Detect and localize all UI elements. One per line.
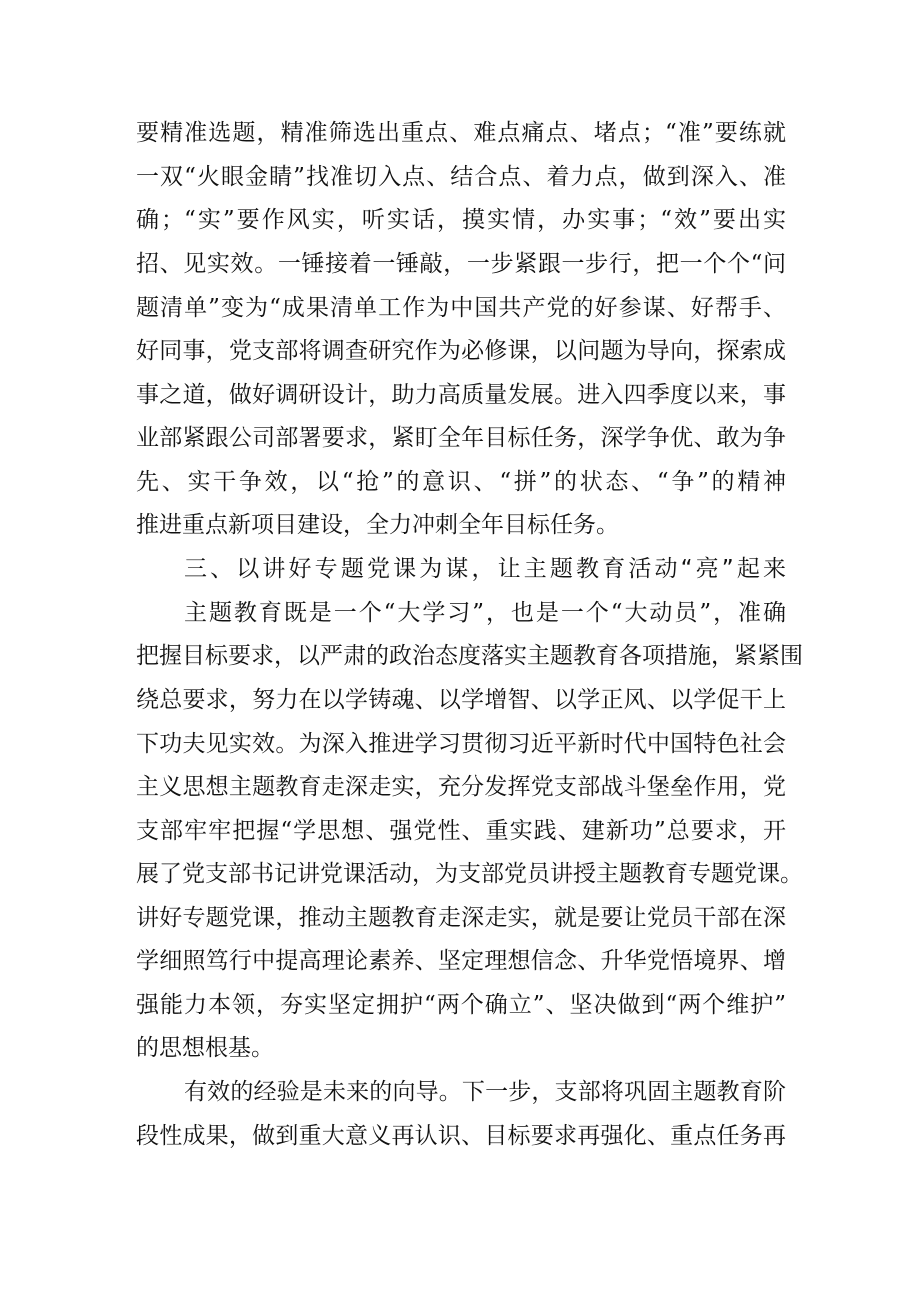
paragraph-1-line-1: 要精准选题，精准筛选出重点、难点痛点、堵点；“准”要练就 [136,120,786,146]
paragraph-2-line-6: 支部牢牢把握“学思想、强党性、重实践、建新功”总要求，开 [136,818,786,844]
paragraph-3-line-2: 段性成果，做到重大意义再认识、目标要求再强化、重点任务再 [136,1123,786,1149]
paragraph-2-line-10: 强能力本领，夯实坚定拥护“两个确立”、坚决做到“两个维护” [136,992,786,1018]
paragraph-3-line-1: 有效的经验是未来的向导。下一步，支部将巩固主题教育阶 [184,1079,786,1105]
paragraph-1-line-4: 招、见实效。一锤接着一锤敲，一步紧跟一步行，把一个个“问 [136,251,786,277]
paragraph-2-line-5: 主义思想主题教育走深走实，充分发挥党支部战斗堡垒作用，党 [136,774,786,800]
paragraph-2-line-3: 绕总要求，努力在以学铸魂、以学增智、以学正风、以学促干上 [136,687,786,713]
paragraph-1-line-2: 一双“火眼金睛”找准切入点、结合点、着力点，做到深入、准 [136,164,786,190]
paragraph-1-line-6: 好同事，党支部将调查研究作为必修课，以问题为导向，探索成 [136,338,786,364]
section-heading-3: 三、以讲好专题党课为谋，让主题教育活动“亮”起来 [184,556,786,582]
paragraph-2-line-11: 的思想根基。 [136,1035,274,1061]
paragraph-2-line-7: 展了党支部书记讲党课活动，为支部党员讲授主题教育专题党课。 [136,861,803,887]
paragraph-1-line-8: 业部紧跟公司部署要求，紧盯全年目标任务，深学争优、敢为争 [136,425,786,451]
paragraph-1-line-10: 推进重点新项目建设，全力冲刺全年目标任务。 [136,512,619,538]
paragraph-2-line-4: 下功夫见实效。为深入推进学习贯彻习近平新时代中国特色社会 [136,731,786,757]
paragraph-1-line-5: 题清单”变为“成果清单工作为中国共产党的好参谋、好帮手、 [136,295,786,321]
paragraph-2-line-8: 讲好专题党课，推动主题教育走深走实，就是要让党员干部在深 [136,905,786,931]
paragraph-2-line-1: 主题教育既是一个“大学习”，也是一个“大动员”，准确 [184,600,786,626]
paragraph-1-line-9: 先、实干争效，以“抢”的意识、“拼”的状态、“争”的精神 [136,469,786,495]
paragraph-2-line-2: 把握目标要求，以严肃的政治态度落实主题教育各项措施，紧紧围 [136,643,803,669]
paragraph-1-line-7: 事之道，做好调研设计，助力高质量发展。进入四季度以来，事 [136,382,786,408]
paragraph-2-line-9: 学细照笃行中提高理论素养、坚定理想信念、升华党悟境界、增 [136,948,786,974]
paragraph-1-line-3: 确；“实”要作风实，听实话，摸实情，办实事；“效”要出实 [136,207,786,233]
